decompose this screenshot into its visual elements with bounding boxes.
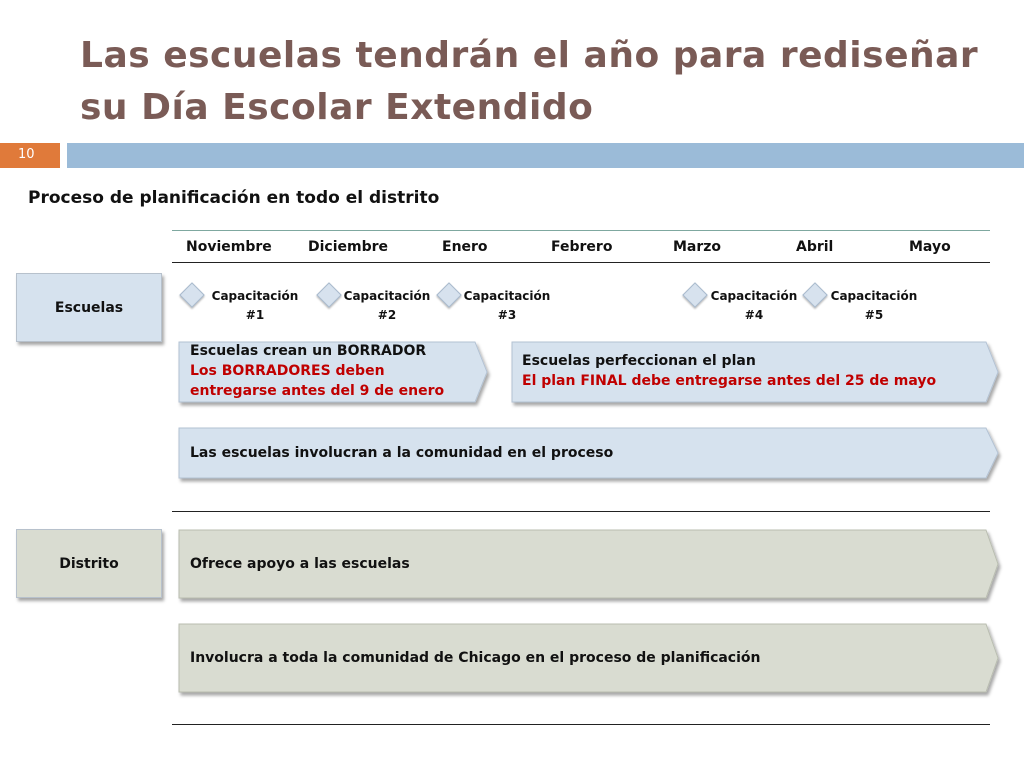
training-label: Capacitación	[710, 289, 798, 303]
section-divider	[172, 511, 990, 512]
bottom-rule	[172, 724, 990, 725]
month-label: Mayo	[909, 239, 951, 255]
title-line-2: su Día Escolar Extendido	[80, 87, 594, 128]
row-label-escuelas-text: Escuelas	[54, 299, 124, 316]
month-label: Enero	[442, 239, 488, 255]
month-label: Abril	[796, 239, 834, 255]
training-label: Capacitación	[211, 289, 299, 303]
chicago-task: Involucra a toda la comunidad de Chicago en el proceso de planificación	[190, 650, 761, 666]
month-label: Diciembre	[308, 239, 389, 255]
slide-number: 10	[18, 147, 35, 162]
perfeccionan-task	[522, 351, 936, 391]
section-subtitle: Proceso de planificación en todo el distrito	[28, 188, 440, 208]
borrador-title: Escuelas crean un BORRADOR	[190, 343, 427, 359]
row-label-distrito-text: Distrito	[59, 555, 119, 572]
perfeccionan-deadline: El plan FINAL debe entregarse antes del 25 de mayo	[522, 373, 937, 389]
borrador-deadline-2: entregarse antes del 9 de enero	[190, 383, 445, 399]
comunidad-task: Las escuelas involucran a la comunidad en el proceso	[190, 445, 614, 461]
month-label: Noviembre	[186, 239, 272, 255]
apoyo-task: Ofrece apoyo a las escuelas	[190, 556, 410, 572]
month-label: Marzo	[673, 239, 722, 255]
title-line-1: Las escuelas tendrán el año para rediseñar	[80, 35, 979, 76]
borrador-deadline-1: Los BORRADORES deben	[190, 363, 385, 379]
training-label: Capacitación	[830, 289, 918, 303]
training-number: #2	[377, 308, 397, 322]
training-label: Capacitación	[463, 289, 551, 303]
training-number: #5	[864, 308, 884, 322]
perfeccionan-title: Escuelas perfeccionan el plan	[522, 353, 756, 369]
training-number: #4	[744, 308, 764, 322]
borrador-task	[190, 341, 444, 401]
training-number: #3	[497, 308, 517, 322]
month-label: Febrero	[551, 239, 613, 255]
training-label: Capacitación	[343, 289, 431, 303]
training-number: #1	[245, 308, 265, 322]
